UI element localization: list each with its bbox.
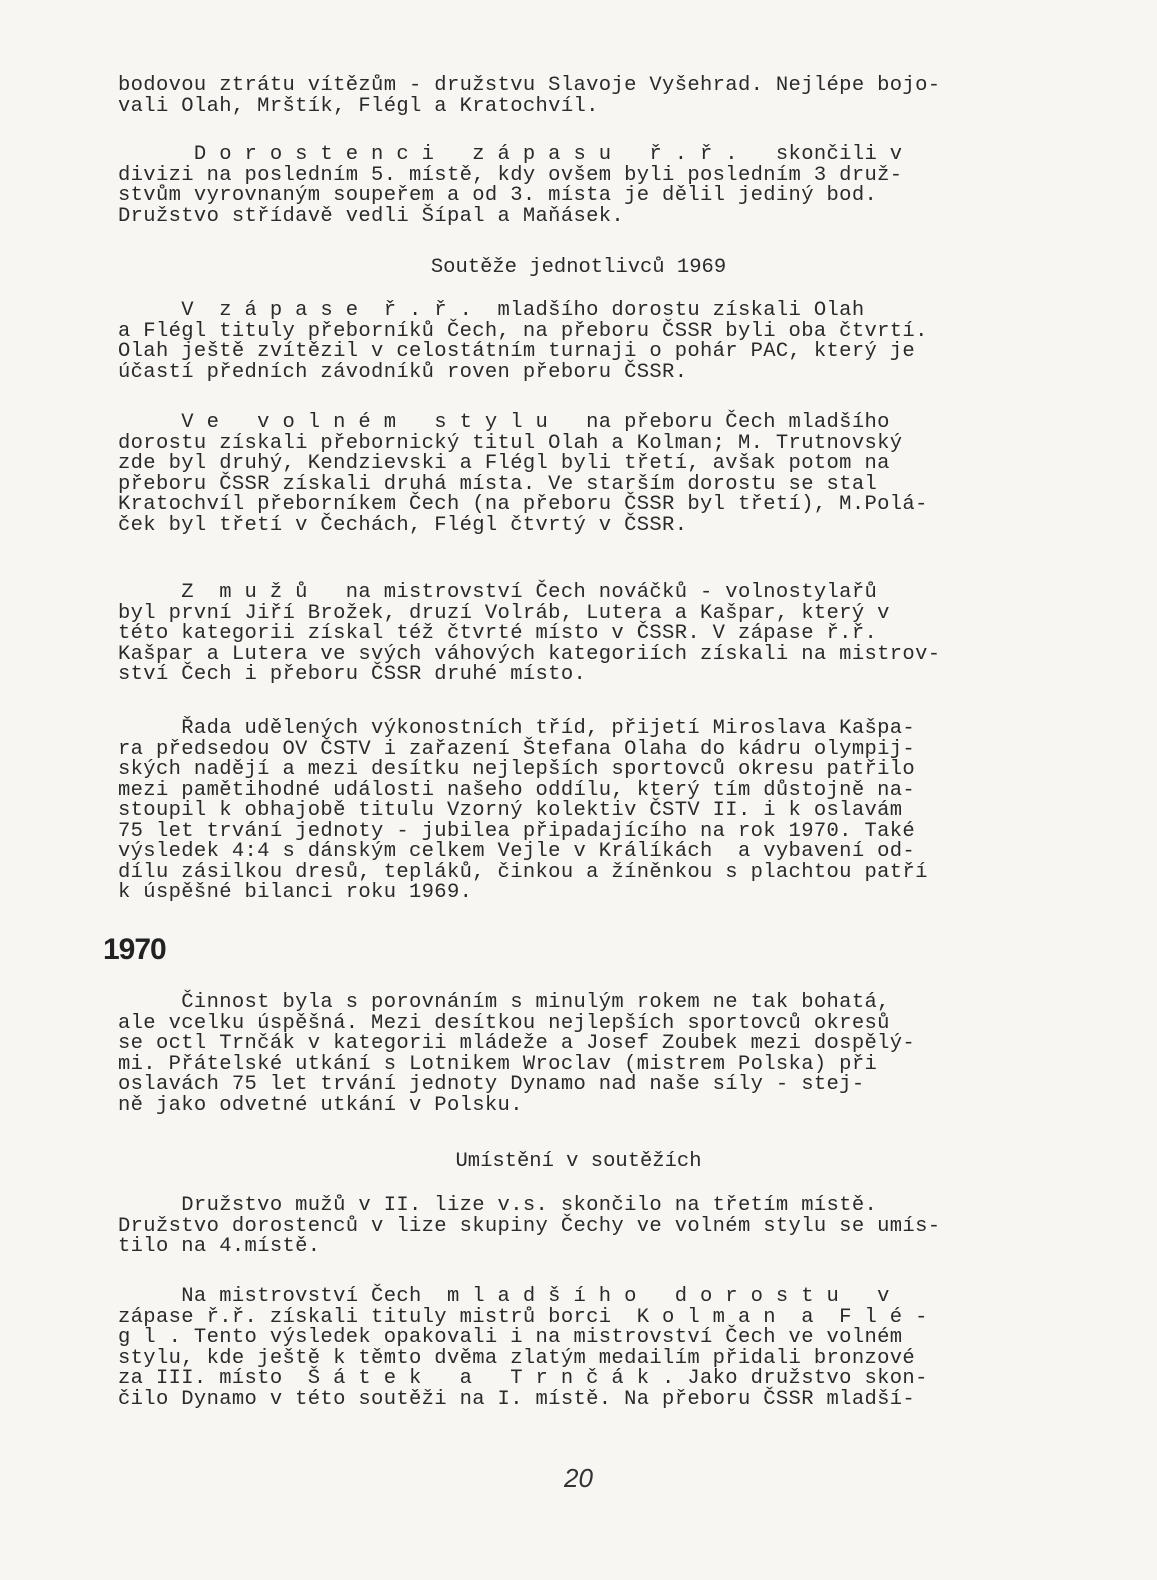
section-heading-umisteni: Umístění v soutěžích: [455, 1150, 702, 1173]
paragraph-rada: Řada udělených výkonostních tříd, přijetí Miroslava Kašpa- ra předsedou OV ČSTV i zařazení Štefana Olaha do kádru olympij- ských nadějí a mezi desítku nejlepších sportovců okresu patřilo mezi pamětihodné události našeho oddílu, který tím důstojně na- stoupil k obhajobě titulu Vzorný kolektiv ČSTV II. i k oslavám 75 let trvání jednoty - jubilea připadajícího na rok 1970. Také výsledek 4:4 s dánským celkem Vejle v Králíkách a vybavení od- dílu zásilkou dresů, tepláků, činkou a žíněnkou s plachtou patří k úspěšné bilanci roku 1969.: [118, 717, 928, 904]
paragraph-mistrovstvi: Na mistrovství Čech m l a d š í h o d o r o s t u v zápase ř.ř. získali tituly mistrů borci K o l m a n a F l é - g l . Tento výsledek opakovali i na mistrovství Čech ve volném stylu, kde ještě k těmto dvěma zlatým medailím přidali bronzové za III. místo Š á t e k a T r n č á k . Jako družstvo skon- čilo Dynamo v této soutěži na I. místě. Na přeboru ČSSR mladší-: [118, 1285, 928, 1411]
page-number: 20: [564, 1463, 593, 1493]
year-heading: 1970: [103, 933, 166, 966]
paragraph-druzstvo: Družstvo mužů v II. lize v.s. skončilo na třetím místě. Družstvo dorostenců v lize skupiny Čechy ve volném stylu se umís- tilo na 4.místě.: [118, 1194, 941, 1258]
section-heading-1969: Soutěže jednotlivců 1969: [430, 256, 727, 279]
paragraph-zapase: V z á p a s e ř . ř . mladšího dorostu získali Olah a Flégl tituly přeborníků Čech, na přeboru ČSSR byli oba čtvrtí. Olah ještě zvítězil v celostátním turnaji o pohár PAC, který je účastí předních závodníků roven přeboru ČSSR.: [118, 299, 928, 384]
paragraph-cinnost: Činnost byla s porovnáním s minulým rokem ne tak bohatá, ale vcelku úspěšná. Mezi desítkou nejlepších sportovců okresů se octl Trnčák v kategorii mládeže a Josef Zoubek mezi dospělý- mi. Přátelské utkání s Lotnikem Wroclav (mistrem Polska) při oslavách 75 let trvání jednoty Dynamo nad naše síly - stej- ně jako odvetné utkání v Polsku.: [118, 991, 916, 1117]
paragraph-dorostenci: D o r o s t e n c i z á p a s u ř . ř . skončili v divizi na posledním 5. místě, kdy ovšem byli posledním 3 druž- stvům vyrovnaným soupeřem a od 3. místa je dělil jediný bod. Družstvo střídavě vedli Šípal a Maňásek.: [118, 143, 903, 228]
paragraph-volnem-stylu: V e v o l n é m s t y l u na přeboru Čech mladšího dorostu získali přebornický titul Olah a Kolman; M. Trutnovský zde byl druhý, Kendzievski a Flégl byli třetí, avšak potom na přeboru ČSSR získali druhá místa. Ve starším dorostu se stal Kratochvíl přeborníkem Čech (na přeboru ČSSR byl třetí), M.Polá- ček byl třetí v Čechách, Flégl čtvrtý v ČSSR.: [118, 411, 928, 537]
paragraph-muzu: Z m u ž ů na mistrovství Čech nováčků - volnostylařů byl první Jiří Brožek, druzí Volráb, Lutera a Kašpar, který v této kategorii získal též čtvrté místo v ČSSR. V zápase ř.ř. Kašpar a Lutera ve svých váhových kategoriích získali na mistrov- ství Čech i přeboru ČSSR druhé místo.: [118, 581, 941, 686]
paragraph-intro: bodovou ztrátu vítězům - družstvu Slavoje Vyšehrad. Nejlépe bojo- vali Olah, Mrštík, Flégl a Kratochvíl.: [118, 74, 941, 118]
